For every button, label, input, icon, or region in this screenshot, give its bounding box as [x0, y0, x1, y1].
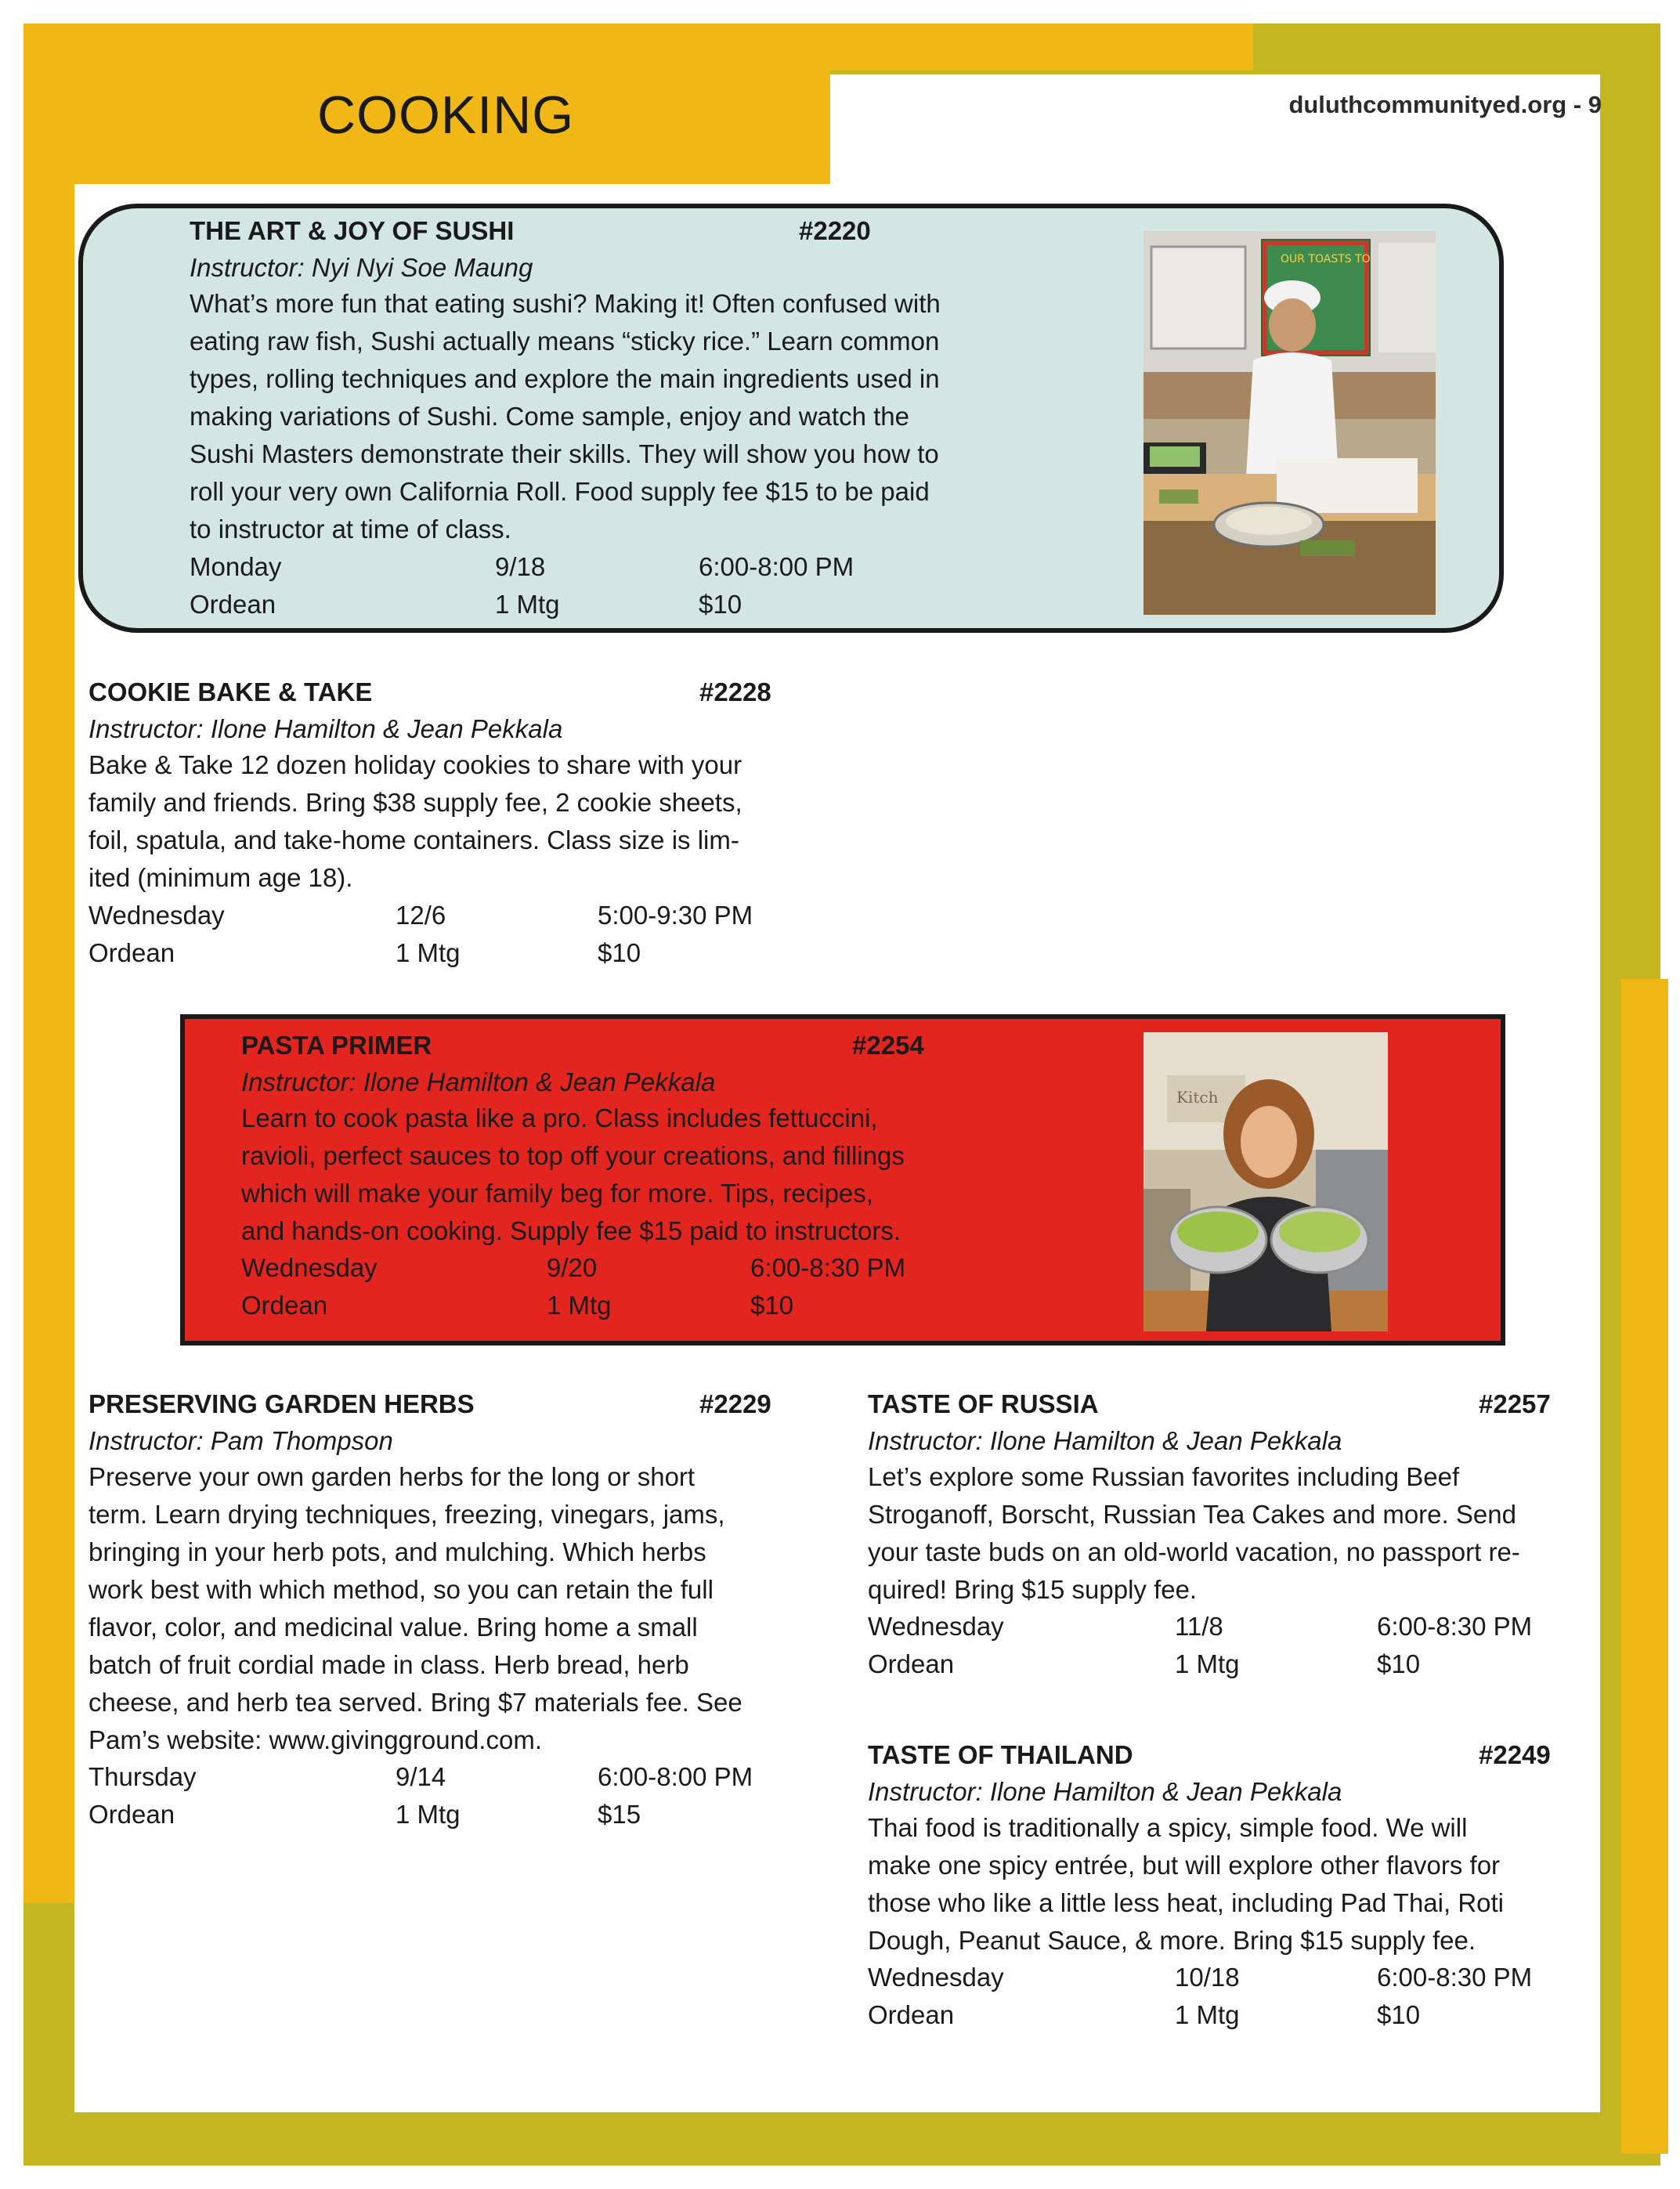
course-date: 12/6 [396, 901, 446, 930]
course-description [89, 1458, 821, 1759]
course-time: 6:00-8:00 PM [699, 552, 854, 581]
course-date: 11/8 [1175, 1612, 1223, 1641]
course-date: 9/14 [396, 1762, 446, 1791]
course-title: THE ART & JOY OF SUSHI [190, 216, 515, 245]
description-line: ited (minimum age 18). [89, 863, 353, 892]
description-line: roll your very own California Roll. Food supply fee $15 to be paid [190, 477, 930, 506]
photo-sign-text: OUR TOASTS TO [1281, 253, 1371, 265]
description-line: Bake & Take 12 dozen holiday cookies to share with your [89, 750, 742, 779]
description-line: your taste buds on an old-world vacation, no passport re- [868, 1537, 1520, 1566]
description-line: batch of fruit cordial made in class. Herb bread, herb [89, 1650, 689, 1679]
course-location: Ordean [868, 1649, 955, 1678]
description-line: to instructor at time of class. [190, 515, 511, 544]
course-title: TASTE OF THAILAND [868, 1740, 1133, 1769]
page-title: COOKING [317, 85, 575, 145]
course-location: Ordean [868, 2000, 955, 2029]
course-number: #2229 [699, 1389, 771, 1418]
description-line: Let’s explore some Russian favorites including Beef [868, 1462, 1460, 1491]
course-title: PASTA PRIMER [241, 1031, 432, 1060]
description-line: and hands-on cooking. Supply fee $15 paid to instructors. [241, 1216, 901, 1245]
course-description [190, 285, 1028, 548]
course-fee: $10 [750, 1291, 794, 1320]
page-border-gold-right [1621, 979, 1668, 2154]
course-number: #2254 [852, 1031, 924, 1060]
course-day: Monday [190, 552, 282, 581]
course-description [89, 746, 821, 897]
description-line: cheese, and herb tea served. Bring $7 materials fee. See [89, 1688, 742, 1717]
description-line: What’s more fun that eating sushi? Making it! Often confused with [190, 289, 941, 318]
course-meetings: 1 Mtg [1175, 1649, 1240, 1678]
course-number: #2257 [1479, 1389, 1551, 1418]
course-title: COOKIE BAKE & TAKE [89, 677, 373, 706]
course-instructor: Instructor: Ilone Hamilton & Jean Pekkala [241, 1067, 716, 1096]
course-instructor: Instructor: Ilone Hamilton & Jean Pekkala [868, 1777, 1342, 1806]
description-line: types, rolling techniques and explore the main ingredients used in [190, 364, 940, 393]
description-line: Dough, Peanut Sauce, & more. Bring $15 supply fee. [868, 1926, 1476, 1955]
page-url-and-number: duluthcommunityed.org - 9 [1288, 91, 1602, 118]
description-line: family and friends. Bring $38 supply fee, 2 cookie sheets, [89, 788, 742, 817]
sushi-chef-photo [1143, 231, 1436, 615]
course-instructor: Instructor: Pam Thompson [89, 1426, 393, 1455]
course-meetings: 1 Mtg [1175, 2000, 1240, 2029]
course-fee: $10 [699, 590, 742, 619]
description-line: Preserve your own garden herbs for the long or short [89, 1462, 695, 1491]
description-line: Thai food is traditionally a spicy, simple food. We will [868, 1813, 1468, 1842]
course-meetings: 1 Mtg [396, 1800, 461, 1829]
course-time: 6:00-8:00 PM [598, 1762, 753, 1791]
course-description [868, 1458, 1600, 1609]
description-line: Sushi Masters demonstrate their skills. They will show you how to [190, 439, 939, 468]
description-line: bringing in your herb pots, and mulching. Which herbs [89, 1537, 706, 1566]
course-number: #2220 [799, 216, 871, 245]
course-date: 10/18 [1175, 1963, 1240, 1992]
course-instructor: Instructor: Ilone Hamilton & Jean Pekkala [89, 714, 563, 743]
course-meetings: 1 Mtg [495, 590, 560, 619]
course-day: Wednesday [89, 901, 225, 930]
description-line: make one spicy entrée, but will explore other flavors for [868, 1851, 1501, 1880]
course-fee: $10 [598, 938, 641, 967]
course-day: Wednesday [868, 1963, 1004, 1992]
pasta-instructor-photo [1143, 1032, 1388, 1331]
description-line: making variations of Sushi. Come sample, enjoy and watch the [190, 402, 909, 431]
description-line: Pam’s website: www.givingground.com. [89, 1725, 542, 1754]
description-line: Learn to cook pasta like a pro. Class includes fettuccini, [241, 1104, 878, 1132]
course-day: Wednesday [868, 1612, 1004, 1641]
description-line: flavor, color, and medicinal value. Bring home a small [89, 1613, 698, 1642]
photo-sign-text: Kitch [1176, 1088, 1219, 1107]
course-location: Ordean [190, 590, 276, 619]
course-location: Ordean [89, 938, 175, 967]
course-instructor: Instructor: Ilone Hamilton & Jean Pekkala [868, 1426, 1342, 1455]
description-line: those who like a little less heat, including Pad Thai, Roti [868, 1888, 1505, 1917]
course-fee: $15 [598, 1800, 641, 1829]
course-fee: $10 [1377, 1649, 1421, 1678]
description-line: eating raw fish, Sushi actually means “sticky rice.” Learn common [190, 327, 940, 356]
course-location: Ordean [89, 1800, 175, 1829]
description-line: ravioli, perfect sauces to top off your creations, and fillings [241, 1141, 905, 1170]
course-day: Thursday [89, 1762, 197, 1791]
description-line: foil, spatula, and take-home containers. Class size is lim- [89, 825, 739, 854]
course-title: TASTE OF RUSSIA [868, 1389, 1099, 1418]
course-instructor: Instructor: Nyi Nyi Soe Maung [190, 253, 533, 282]
course-number: #2249 [1479, 1740, 1551, 1769]
course-fee: $10 [1377, 2000, 1421, 2029]
course-title: PRESERVING GARDEN HERBS [89, 1389, 475, 1418]
course-number: #2228 [699, 677, 771, 706]
course-date: 9/18 [495, 552, 546, 581]
course-day: Wednesday [241, 1253, 378, 1282]
description-line: Stroganoff, Borscht, Russian Tea Cakes and more. Send [868, 1500, 1516, 1529]
course-time: 5:00-9:30 PM [598, 901, 753, 930]
course-description [241, 1100, 974, 1250]
course-meetings: 1 Mtg [396, 938, 461, 967]
course-location: Ordean [241, 1291, 328, 1320]
description-line: work best with which method, so you can retain the full [89, 1575, 714, 1604]
course-description [868, 1809, 1600, 1960]
description-line: quired! Bring $15 supply fee. [868, 1575, 1198, 1604]
course-time: 6:00-8:30 PM [1377, 1963, 1533, 1992]
course-meetings: 1 Mtg [547, 1291, 612, 1320]
course-date: 9/20 [547, 1253, 598, 1282]
description-line: which will make your family beg for more. Tips, recipes, [241, 1179, 873, 1208]
course-time: 6:00-8:30 PM [750, 1253, 906, 1282]
course-time: 6:00-8:30 PM [1377, 1612, 1533, 1641]
description-line: term. Learn drying techniques, freezing, vinegars, jams, [89, 1500, 725, 1529]
